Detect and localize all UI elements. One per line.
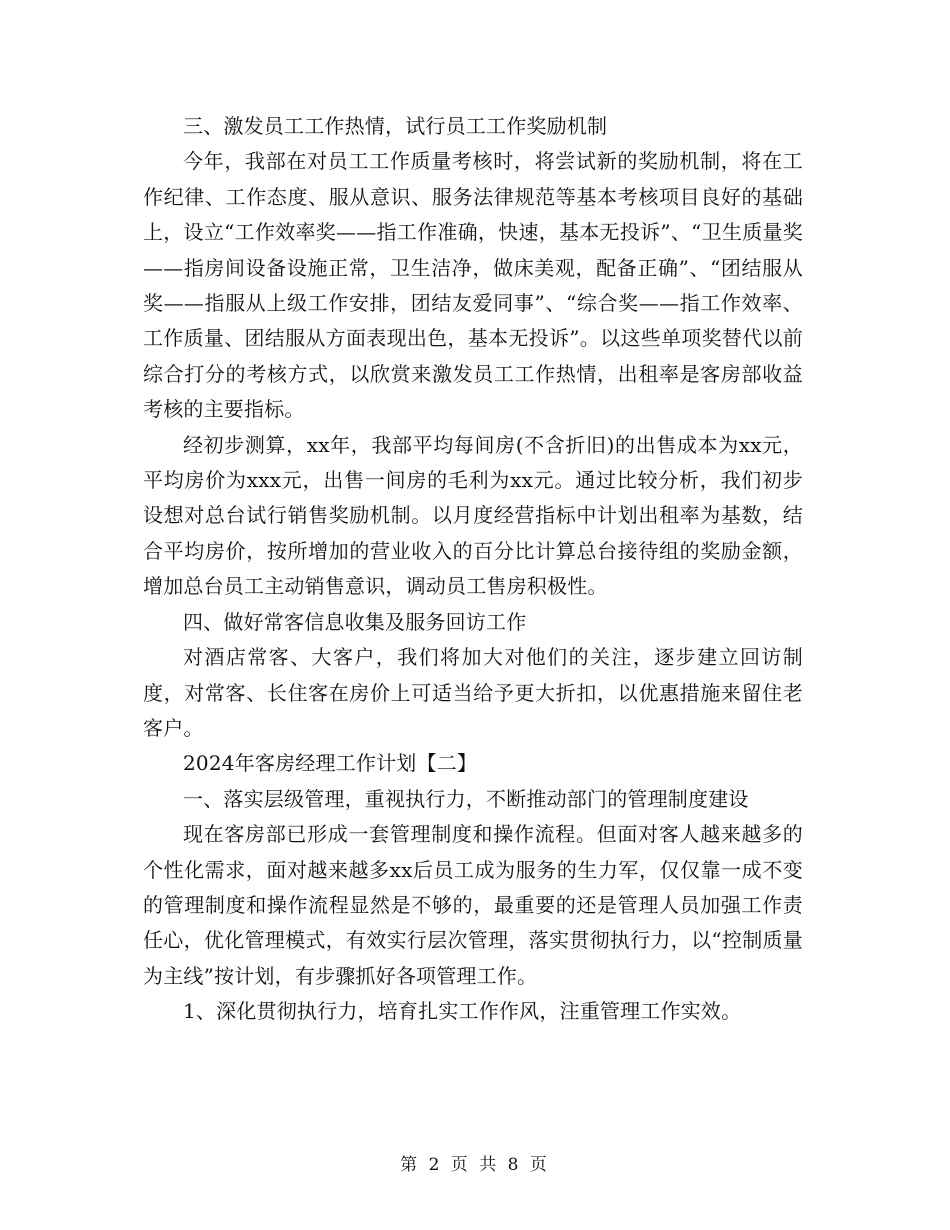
- section-heading-4: 四、做好常客信息收集及服务回访工作: [183, 609, 527, 634]
- paragraph-sales-incentive: 经初步测算，xx年，我部平均每间房(不含折旧)的出售成本为xx元，平均房价为xxx元，出售一间房的毛利为xx元。通过比较分析，我们初步设想对总台试行销售奖励机制。以月度经营指标中计划出租率为基数，结合平均房价，按所增加的营业收入的百分比计算总台接待组的奖励金额，增加总台员工主动销售意识，调动员工售房积极性。: [143, 432, 803, 599]
- paragraph-regular-guests: 对酒店常客、大客户，我们将加大对他们的关注，逐步建立回访制度，对常客、长住客在房价上可适当给予更大折扣，以优惠措施来留住老客户。: [143, 645, 803, 740]
- paragraph-reward-mechanism: 今年，我部在对员工工作质量考核时，将尝试新的奖励机制，将在工作纪律、工作态度、服从意识、服务法律规范等基本考核项目良好的基础上，设立“工作效率奖——指工作准确，快速，基本无投诉”、“卫生质量奖——指房间设备设施正常，卫生洁净，做床美观，配备正确”、“团结服从奖——指服从上级工作安排，团结友爱同事”、“综合奖——指工作效率、工作质量、团结服从方面表现出色，基本无投诉”。以这些单项奖替代以前综合打分的考核方式，以欣赏来激发员工工作热情，出租率是客房部收益考核的主要指标。: [143, 149, 803, 422]
- plan-title-2: 2024年客房经理工作计划【二】: [183, 751, 478, 776]
- document-body: [143, 109, 803, 1030]
- list-item-1: 1、深化贯彻执行力，培育扎实工作作风，注重管理工作实效。: [183, 999, 742, 1024]
- section-heading-1: 一、落实层级管理，重视执行力，不断推动部门的管理制度建设: [183, 786, 749, 811]
- paragraph-management-system: 现在客房部已形成一套管理制度和操作流程。但面对客人越来越多的个性化需求，面对越来越多xx后员工成为服务的生力军，仅仅靠一成不变的管理制度和操作流程显然是不够的，最重要的还是管理人员加强工作责任心，优化管理模式，有效实行层次管理，落实贯彻执行力，以“控制质量为主线”按计划，有步骤抓好各项管理工作。: [143, 822, 803, 988]
- section-heading-3: 三、激发员工工作热情，试行员工工作奖励机制: [183, 114, 608, 138]
- page-footer: 第 2 页 共 8 页: [400, 1155, 550, 1175]
